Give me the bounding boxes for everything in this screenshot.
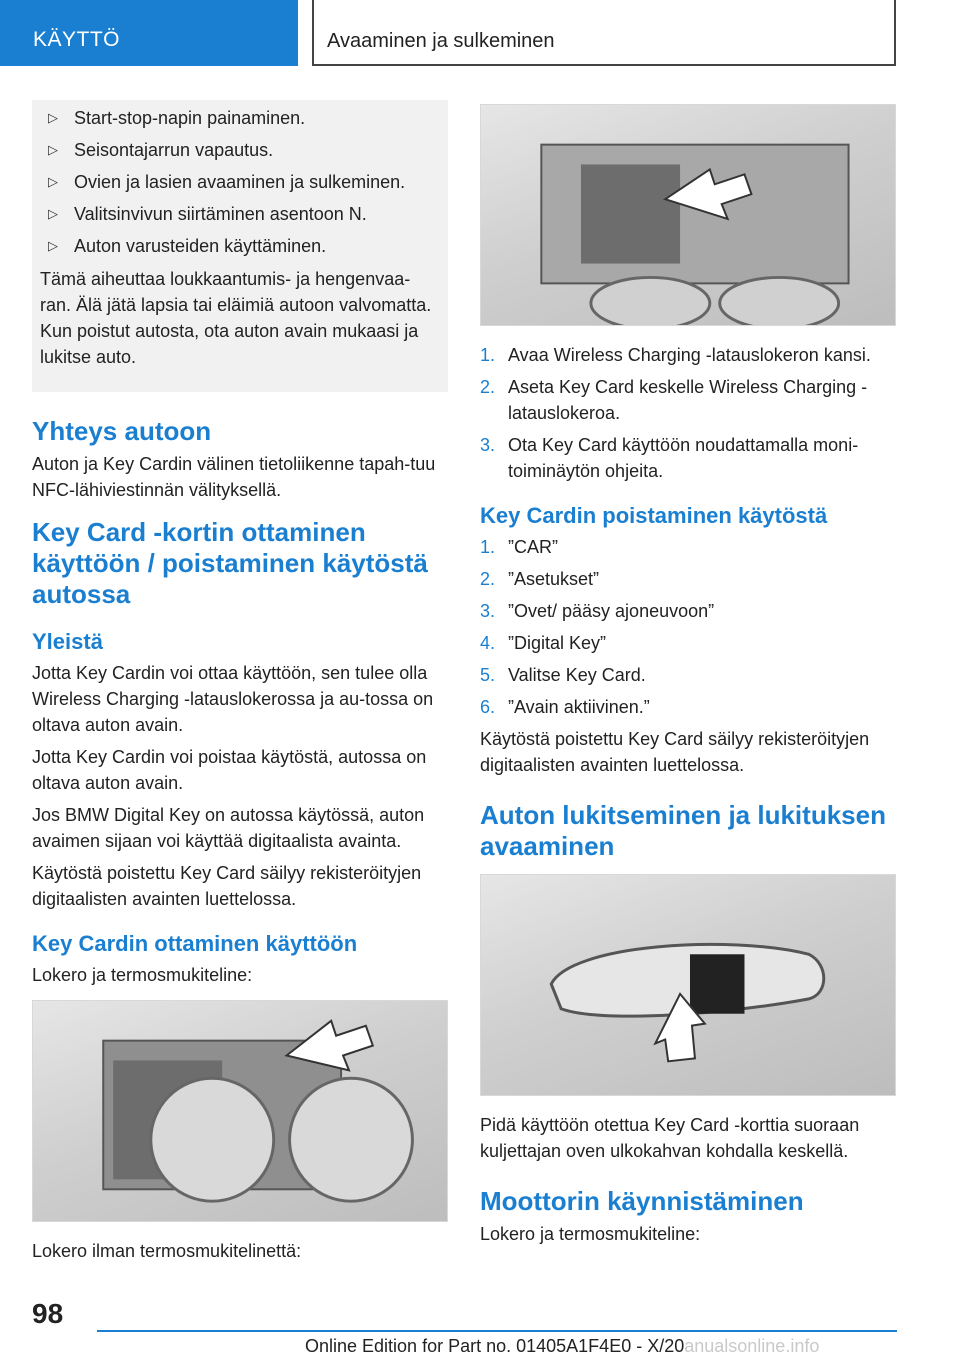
general-paragraph-3: Jos BMW Digital Key on autossa käytössä, auton avaimen sijaan voi käyttää digitaalista avainta. bbox=[32, 805, 425, 851]
warning-box bbox=[32, 100, 448, 392]
chapter-tab bbox=[0, 0, 298, 66]
charging-tray-image bbox=[480, 104, 896, 326]
section-title: Avaaminen ja sulkeminen bbox=[327, 30, 555, 52]
step-item: 3. ”Ovet/ pääsy ajoneuvoon” bbox=[480, 601, 715, 621]
step-item: 1. ”CAR” bbox=[480, 537, 558, 557]
footer-text bbox=[305, 1336, 819, 1357]
warning-item: ▷ Valitsinvivun siirtäminen asentoon N. bbox=[40, 198, 440, 230]
warning-text: Tämä aiheuttaa loukkaantumis- ja hengenvaa-ran. Älä jätä lapsia tai eläimiä autoon valvomatta. Kun poistut autosta, ota auton avain mukaasi ja lukitse auto. bbox=[40, 269, 432, 367]
keycard-heading: Key Card -kortin ottaminen käyttöön / poistaminen käytöstä autossa bbox=[32, 517, 428, 609]
general-paragraph-4: Käytöstä poistettu Key Card säilyy rekisteröityjen digitaalisten avainten luettelossa. bbox=[32, 863, 422, 909]
step-item: 5. Valitse Key Card. bbox=[480, 665, 646, 685]
cupholder-tray-image bbox=[32, 1000, 448, 1222]
start-heading: Moottorin käynnistäminen bbox=[480, 1186, 804, 1216]
start-text: Lokero ja termosmukiteline: bbox=[480, 1224, 701, 1244]
warning-item: ▷ Seisontajarrun vapautus. bbox=[40, 134, 440, 166]
enable-steps bbox=[480, 342, 896, 484]
footer-divider bbox=[97, 1330, 897, 1332]
tray-with-holder-caption: Lokero ja termosmukiteline: bbox=[32, 965, 253, 985]
step-item: 1. Avaa Wireless Charging -latauslokeron kansi. bbox=[480, 345, 871, 365]
warning-item: ▷ Ovien ja lasien avaaminen ja sulkeminen. bbox=[40, 166, 440, 198]
warning-item: ▷ Auton varusteiden käyttäminen. bbox=[40, 230, 440, 262]
chapter-title: KÄYTTÖ bbox=[33, 28, 121, 51]
charging-tray-illustration bbox=[481, 105, 895, 325]
general-paragraph-1: Jotta Key Cardin voi ottaa käyttöön, sen tulee olla Wireless Charging -latauslokerossa ja au-tossa on oltava auton avain. bbox=[32, 663, 434, 735]
disable-steps bbox=[480, 534, 896, 720]
door-handle-illustration bbox=[481, 875, 895, 1095]
footer-watermark: anualsonline.info bbox=[684, 1336, 820, 1356]
step-item: 2. ”Asetukset” bbox=[480, 569, 600, 589]
cupholder-tray-illustration bbox=[33, 1001, 447, 1221]
door-handle-image bbox=[480, 874, 896, 1096]
connection-heading: Yhteys autoon bbox=[32, 416, 212, 446]
triangle-bullet-icon: ▷ bbox=[48, 174, 58, 189]
disable-heading: Key Cardin poistaminen käytöstä bbox=[480, 503, 828, 528]
triangle-bullet-icon: ▷ bbox=[48, 206, 58, 221]
triangle-bullet-icon: ▷ bbox=[48, 238, 58, 253]
enable-heading: Key Cardin ottaminen käyttöön bbox=[32, 931, 358, 956]
warning-item: ▷ Start-stop-napin painaminen. bbox=[40, 102, 440, 134]
lock-heading: Auton lukitseminen ja lukituksen avaaminen bbox=[480, 800, 886, 861]
right-column bbox=[480, 100, 896, 1253]
step-item: 2. Aseta Key Card keskelle Wireless Charging -latauslokeroa. bbox=[480, 377, 868, 423]
lock-text: Pidä käyttöön otettua Key Card -korttia suoraan kuljettajan oven ulkokahvan kohdalla keskellä. bbox=[480, 1115, 860, 1161]
triangle-bullet-icon: ▷ bbox=[48, 142, 58, 157]
disable-note: Käytöstä poistettu Key Card säilyy rekisteröityjen digitaalisten avainten luettelossa. bbox=[480, 729, 870, 775]
connection-text: Auton ja Key Cardin välinen tietoliikenne tapah-tuu NFC-lähiviestinnän välityksellä. bbox=[32, 454, 436, 500]
page-number: 98 bbox=[32, 1298, 64, 1329]
triangle-bullet-icon: ▷ bbox=[48, 110, 58, 125]
section-header bbox=[312, 0, 896, 66]
step-item: 3. Ota Key Card käyttöön noudattamalla moni-toiminäytön ohjeita. bbox=[480, 435, 859, 481]
warning-list bbox=[40, 102, 440, 262]
step-item: 4. ”Digital Key” bbox=[480, 633, 607, 653]
step-item: 6. ”Avain aktiivinen.” bbox=[480, 697, 650, 717]
tray-without-holder-caption: Lokero ilman termosmukitelinettä: bbox=[32, 1241, 302, 1261]
footer-edition: Online Edition for Part no. 01405A1F4E0 - X/20 bbox=[305, 1336, 685, 1356]
general-paragraph-2: Jotta Key Cardin voi poistaa käytöstä, autossa on oltava auton avain. bbox=[32, 747, 427, 793]
left-column bbox=[32, 100, 448, 1270]
general-heading: Yleistä bbox=[32, 629, 103, 654]
